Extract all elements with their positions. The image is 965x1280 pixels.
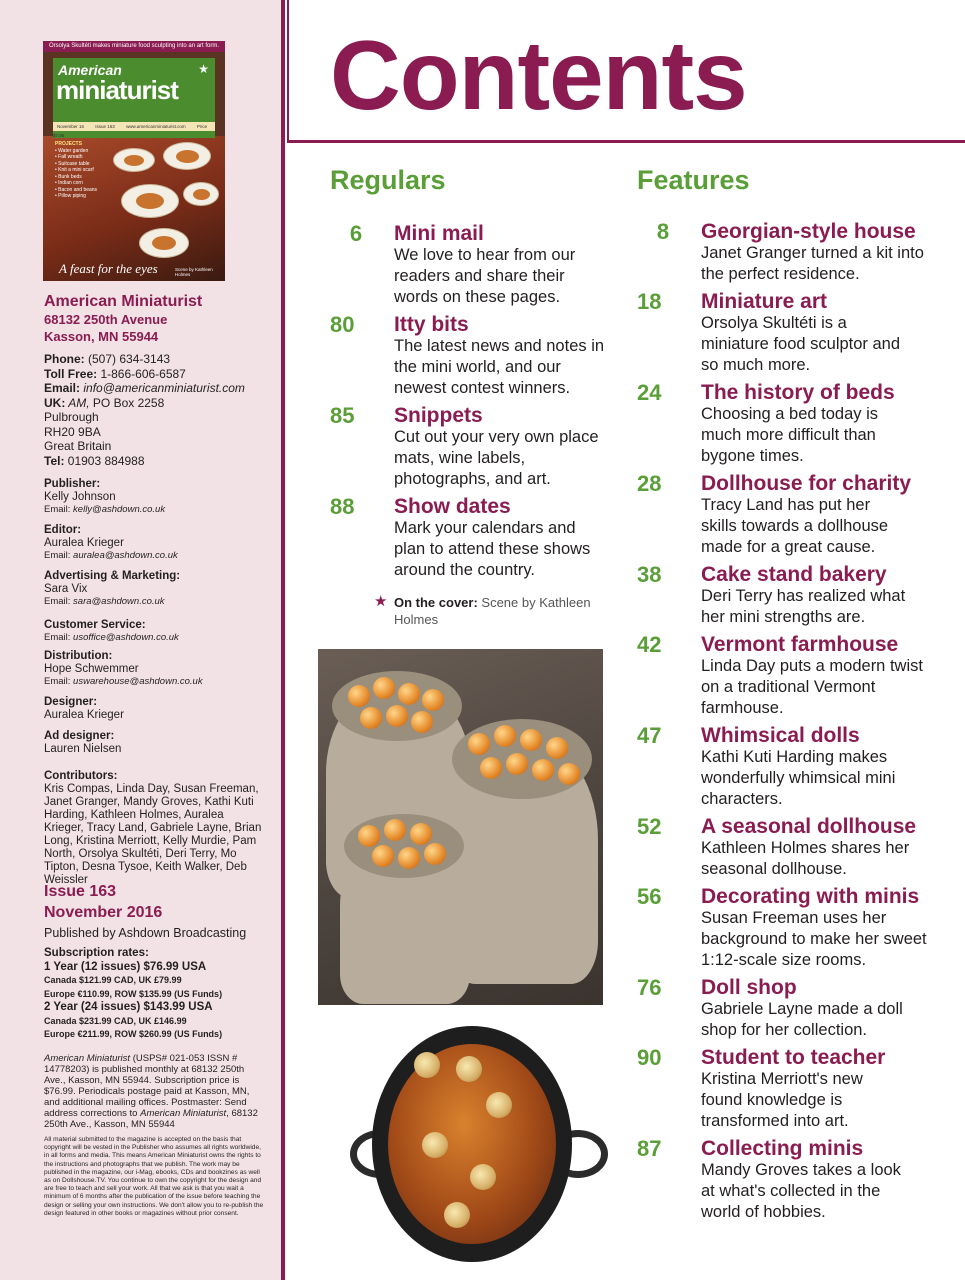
baked-apple (486, 1092, 512, 1118)
cover-plate (121, 184, 179, 218)
staff-email-label: Email: (44, 550, 74, 561)
cover-issue-strip (53, 122, 215, 138)
staff-editor (44, 523, 269, 561)
uk-label: UK: (44, 395, 66, 410)
staff-email (44, 676, 269, 687)
subscription-block (44, 947, 269, 1042)
tollfree-label: Toll Free: (44, 366, 98, 381)
subscription-1year: 1 Year (12 issues) $76.99 USA (44, 960, 207, 973)
toc-page-number: 88 (330, 494, 355, 519)
cover-projects-heading: PROJECTS (55, 141, 82, 147)
cover-tagline: A feast for the eyes (59, 261, 158, 276)
contributors-block (44, 769, 264, 887)
staff-name: Lauren Nielsen (44, 743, 122, 755)
toc-page-number: 28 (637, 471, 662, 496)
apple (411, 711, 433, 733)
staff-role: Designer: (44, 696, 98, 708)
copyright-notice: All material submitted to the magazine is accepted on the basis that copyright will be vested in the Publisher who assumes all rights worldwide, in all forms and media. This means American Miniaturist owns the rights to the instructions and photographs that we publish. The work may be published in the magazine, our i-Mag, ebooks, CDs and bookzines as well as on Dollshouse.TV. You continue to own the copyright for the design and are free to teach and sell your work. All that we ask is that you wait a minimum of 6 months after the publication of the issue before teaching the design or selling your own instructions. We don't allow you to re-publish the design featured in other books or magazines without prior consent. (44, 1136, 264, 1217)
postal-publication-name-2: American Miniaturist (140, 1108, 227, 1119)
cover-note (374, 593, 624, 628)
staff-role: Customer Service: (44, 619, 146, 631)
subscription-1year-intl-b: Europe €110.99, ROW $135.99 (US Funds) (44, 988, 223, 999)
staff-advertising (44, 569, 269, 607)
staff-role: Distribution: (44, 650, 113, 662)
toc-title: Student to teacher (701, 1046, 886, 1069)
staff-designer (44, 695, 269, 722)
staff-role: Publisher: (44, 478, 101, 490)
issue-block (44, 881, 269, 941)
uk-line (44, 396, 269, 411)
cover-projects (55, 141, 105, 200)
toc-title: Miniature art (701, 290, 828, 313)
toc-page-number: 90 (637, 1045, 662, 1070)
cover-masthead-line1: American (58, 62, 122, 78)
cover-plate (183, 182, 219, 206)
toc-page-number: 56 (637, 884, 662, 909)
masthead-address-line2: Kasson, MN 55944 (44, 329, 159, 344)
staff-email (44, 504, 269, 515)
features-heading: Features (637, 165, 750, 195)
apple (546, 737, 568, 759)
apple (360, 707, 382, 729)
toc-page-number: 47 (637, 723, 662, 748)
contributors-list: Kris Compas, Linda Day, Susan Freeman, Janet Granger, Mandy Groves, Kathi Kuti Harding, Kathleen Holmes, Auralea Krieger, Tracy Land, Gabriele Layne, Brian Long, Kristina Merriott, Kelly Murdie, Pam North, Orsolya Skultéti, Deri Terry, Mo Tipton, Desna Tysoe, Keith Walker, Deb Weissler (44, 783, 262, 886)
apple (386, 705, 408, 727)
apple (358, 825, 380, 847)
toc-description: Gabriele Layne made a doll shop for her collection. (701, 1000, 903, 1039)
phone-line (44, 352, 269, 367)
tel-line (44, 454, 269, 469)
uk-am: AM, (65, 395, 90, 410)
cover-issue: Issue 163 (95, 124, 115, 129)
subscription-2year-intl-b: Europe €211.99, ROW $260.99 (US Funds) (44, 1029, 223, 1039)
subscription-label: Subscription rates: (44, 947, 149, 959)
baked-apple (444, 1202, 470, 1228)
staff-name: Hope Schwemmer (44, 663, 139, 675)
tel-value: 01903 884988 (64, 453, 145, 468)
issue-date: November 2016 (44, 904, 163, 921)
cover-thumbnail[interactable] (43, 41, 225, 281)
photo-roast-pan (336, 1022, 608, 1267)
staff-email (44, 632, 269, 643)
cover-url: www.americanminiaturist.com (126, 124, 186, 129)
apple (422, 689, 444, 711)
toc-description: The latest news and notes in the mini world, and our newest contest winners. (394, 337, 605, 397)
cover-plate (113, 148, 155, 172)
toc-page-number: 24 (637, 380, 662, 405)
staff-name: Auralea Krieger (44, 709, 124, 721)
apple (384, 819, 406, 841)
staff-ad-designer (44, 729, 269, 756)
title-rule-vertical (287, 0, 289, 142)
staff-role: Advertising & Marketing: (44, 570, 181, 582)
apple (348, 685, 370, 707)
toc-description: Susan Freeman uses her background to make her sweet 1:12-scale size rooms. (701, 909, 927, 969)
staff-email (44, 550, 269, 561)
published-by: Published by Ashdown Broadcasting (44, 926, 247, 940)
toc-description: Orsolya Skultéti is a miniature food sculptor and so much more. (701, 314, 901, 374)
regulars-heading: Regulars (330, 165, 446, 195)
cover-caption: Orsolya Skultéti makes miniature food sculpting into an art form. (43, 41, 225, 52)
tollfree-value: 1-866-606-6587 (97, 366, 186, 381)
cover-plate (139, 228, 189, 258)
contributors-label: Contributors: (44, 770, 118, 782)
staff-publisher (44, 477, 269, 515)
uk-line3: RH20 9BA (44, 424, 101, 439)
cover-project: • Fall wreath (55, 154, 83, 160)
tel-label: Tel: (44, 453, 65, 468)
apple (372, 845, 394, 867)
baked-apple (422, 1132, 448, 1158)
star-icon: ★ (198, 62, 209, 76)
staff-email-value[interactable]: uswarehouse@ashdown.co.uk (73, 676, 203, 687)
toc-description: Tracy Land has put her skills towards a dollhouse made for a great cause. (701, 496, 889, 556)
toc-description: Deri Terry has realized what her mini strengths are. (701, 587, 906, 626)
baked-apple (414, 1052, 440, 1078)
toc-page-number: 80 (330, 312, 355, 337)
toc-page-number: 42 (637, 632, 662, 657)
toc-title: A seasonal dollhouse (701, 815, 917, 838)
baked-apple (456, 1056, 482, 1082)
toc-page-number: 76 (637, 975, 662, 1000)
apple (480, 757, 502, 779)
cover-price: Price $7.95 (53, 124, 208, 138)
staff-name: Auralea Krieger (44, 537, 124, 549)
postal-text: (USPS# 021-053 ISSN # 14778203) is published monthly at 68132 250th Ave., Kasson, MN 55944. Subscription price is $76.99. Periodicals postage paid at Kasson, MN, and additional mailing offices. Postmaster: Send address corrections to (44, 1053, 250, 1119)
subscription-1year-intl-a: Canada $121.99 CAD, UK £79.99 (44, 975, 182, 985)
sidebar-divider (281, 0, 285, 1280)
staff-email-value[interactable]: usoffice@ashdown.co.uk (73, 632, 179, 643)
staff-email-label: Email: (44, 632, 74, 643)
apple (424, 843, 446, 865)
apple (398, 847, 420, 869)
staff-name: Sara Vix (44, 583, 88, 595)
masthead-block (44, 293, 269, 345)
toc-page-number: 8 (656, 219, 670, 244)
staff-role: Ad designer: (44, 730, 115, 742)
apple (373, 677, 395, 699)
apple (506, 753, 528, 775)
tollfree-line (44, 367, 269, 382)
apple (558, 763, 580, 785)
toc-title: Show dates (394, 495, 511, 518)
cover-date: November 16 (57, 124, 85, 129)
apple (494, 725, 516, 747)
toc-title: Cake stand bakery (701, 563, 887, 586)
postal-statement (44, 1053, 264, 1130)
toc-page-number: 18 (637, 289, 662, 314)
toc-title: The history of beds (701, 381, 895, 404)
staff-email-value[interactable]: sara@ashdown.co.uk (73, 596, 165, 607)
phone-label: Phone: (44, 352, 85, 366)
staff-distribution (44, 649, 269, 687)
toc-description: Mark your calendars and plan to attend these shows around the country. (394, 519, 591, 579)
photo-apple-sacks (318, 649, 603, 1005)
staff-email-label: Email: (44, 676, 74, 687)
cover-project: • Bunk beds (55, 173, 82, 180)
apple (468, 733, 490, 755)
toc-title: Itty bits (394, 313, 469, 336)
toc-description: Choosing a bed today is much more difficult than bygone times. (701, 405, 879, 465)
toc-description: Linda Day puts a modern twist on a traditional Vermont farmhouse. (701, 657, 923, 717)
subscription-2year-intl-a: Canada $231.99 CAD, UK £146.99 (44, 1015, 187, 1026)
email-value[interactable]: info@americanminiaturist.com (80, 381, 245, 395)
toc-page-number: 87 (637, 1136, 662, 1161)
toc-description: We love to hear from our readers and share their words on these pages. (394, 246, 576, 306)
staff-email-label: Email: (44, 504, 74, 515)
toc-page-number: 85 (330, 403, 355, 428)
baked-apple (470, 1164, 496, 1190)
cover-note-label: On the cover: (394, 595, 478, 610)
email-label: Email: (44, 381, 81, 395)
toc-description: Kristina Merriott's new found knowledge is transformed into art. (701, 1070, 863, 1130)
staff-email (44, 596, 269, 607)
staff-role: Editor: (44, 524, 82, 536)
uk-line4: Great Britain (44, 439, 112, 453)
page-title: Contents (330, 20, 747, 130)
cover-masthead (53, 58, 215, 138)
uk-line2: Pulbrough (44, 410, 99, 424)
staff-email-value[interactable]: auralea@ashdown.co.uk (73, 550, 178, 561)
toc-title: Dollhouse for charity (701, 472, 912, 495)
cover-project: • Suitcase table (55, 160, 90, 167)
cover-project: • Pillow piping (55, 193, 86, 199)
toc-description: Cut out your very own place mats, wine labels, photographs, and art. (394, 428, 599, 488)
phone-value: (507) 634-3143 (84, 352, 171, 366)
toc-title: Whimsical dolls (701, 724, 860, 747)
toc-description: Kathleen Holmes shares her seasonal dollhouse. (701, 839, 910, 878)
toc-title: Vermont farmhouse (701, 633, 899, 656)
cover-note-text: Scene by Kathleen Holmes (394, 595, 591, 627)
toc-page-number: 6 (349, 221, 363, 246)
masthead-title: American Miniaturist (44, 293, 203, 310)
cover-project: • Bacon and beans (55, 186, 98, 193)
staff-email-value[interactable]: kelly@ashdown.co.uk (73, 504, 166, 515)
contact-block (44, 352, 269, 468)
toc-description: Mandy Groves takes a look at what's collected in the world of hobbies. (701, 1161, 901, 1221)
cover-project: • Knit a mini scarf (55, 167, 94, 173)
cover-project: • Water garden (55, 147, 89, 154)
toc-page-number: 38 (637, 562, 662, 587)
toc-title: Mini mail (394, 222, 484, 245)
apple (520, 729, 542, 751)
title-rule-horizontal (287, 140, 965, 143)
staff-customer-service (44, 618, 269, 643)
toc-page-number: 52 (637, 814, 662, 839)
staff-name: Kelly Johnson (44, 491, 116, 503)
toc-title: Snippets (394, 404, 483, 427)
apple (410, 823, 432, 845)
cover-scene-credit: Scene by Kathleen Holmes (175, 267, 213, 277)
email-line (44, 381, 269, 396)
toc-title: Georgian-style house (701, 220, 916, 243)
postal-publication-name: American Miniaturist (44, 1053, 131, 1064)
cover-project: • Indian corn (55, 180, 83, 186)
postal-text-end: , 68132 250th Ave., Kasson, MN 55944 (44, 1108, 258, 1130)
cover-plate (163, 142, 211, 170)
star-icon: ★ (374, 593, 388, 610)
toc-description: Janet Granger turned a kit into the perfect residence. (701, 244, 924, 283)
issue-number: Issue 163 (44, 883, 117, 900)
toc-title: Collecting minis (701, 1137, 864, 1160)
toc-title: Decorating with minis (701, 885, 920, 908)
cover-masthead-line2: miniaturist (56, 75, 178, 105)
apple (398, 683, 420, 705)
subscription-2year: 2 Year (24 issues) $143.99 USA (44, 1001, 213, 1013)
staff-email-label: Email: (44, 596, 74, 607)
toc-title: Doll shop (701, 976, 797, 999)
uk-address: PO Box 2258 (89, 395, 165, 410)
masthead-address-line1: 68132 250th Avenue (44, 312, 168, 327)
toc-description: Kathi Kuti Harding makes wonderfully whimsical mini characters. (701, 748, 896, 808)
apple (532, 759, 554, 781)
